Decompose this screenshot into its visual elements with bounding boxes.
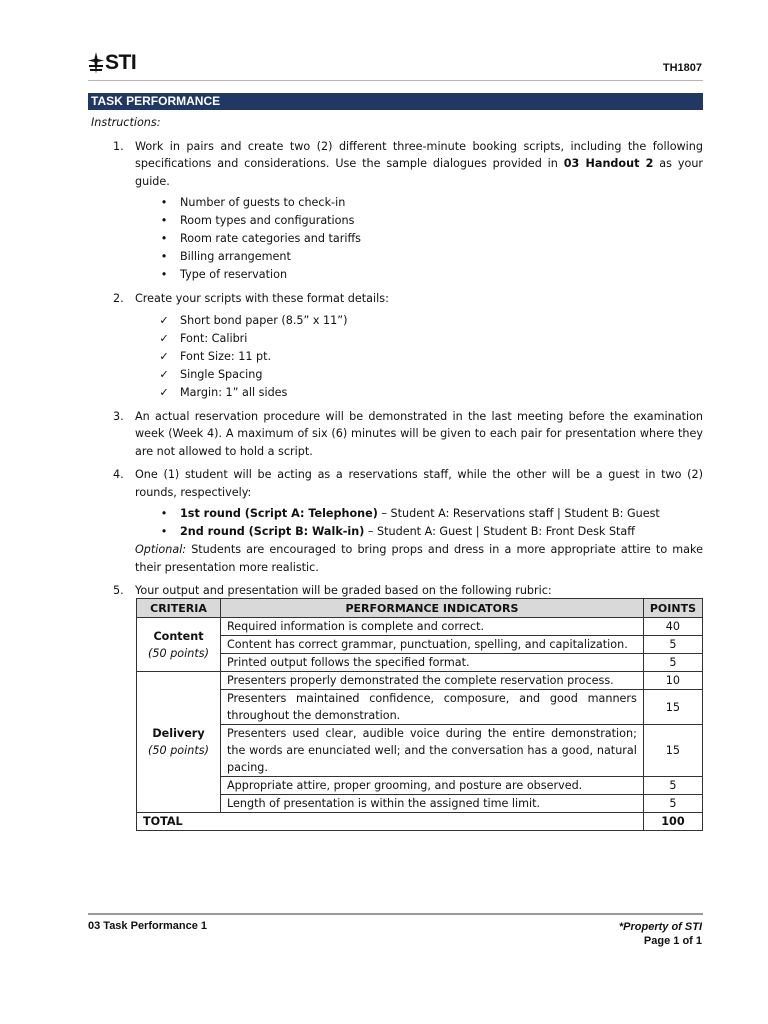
bullet-icon: •: [160, 268, 168, 281]
checkmark-icon: ✓: [159, 313, 169, 327]
points-cell: 5: [643, 654, 702, 672]
bullet-icon: •: [160, 196, 168, 209]
points-cell: 5: [643, 777, 702, 795]
item-text: One (1) student will be acting as a reservations staff, while the other will be a guest in two (2) rounds, respectively:: [135, 468, 703, 499]
instructions-content: [88, 114, 703, 600]
instructions-label: Instructions:: [91, 116, 161, 129]
total-label: TOTAL: [137, 813, 644, 831]
instruction-item-5: [88, 582, 703, 600]
footer-right: [619, 920, 702, 948]
bullet-icon: •: [160, 525, 168, 538]
checkmark-icon: ✓: [159, 331, 169, 345]
list-item: ✓ Margin: 1” all sides: [135, 384, 703, 402]
table-row: [137, 636, 703, 654]
table-row: [137, 672, 703, 690]
indicator-cell: Required information is complete and correct.: [221, 618, 644, 636]
table-row: [137, 795, 703, 813]
logo-text: STI: [105, 51, 137, 74]
list-item: • Room types and configurations: [135, 212, 703, 230]
rubric-table: [136, 598, 703, 831]
total-row: [137, 813, 703, 831]
bullet-icon: •: [160, 214, 168, 227]
instruction-item-1: [88, 138, 703, 285]
table-row: [137, 777, 703, 795]
table-row: [137, 690, 703, 725]
list-item: • 2nd round (Script B: Walk-in) – Student A: Guest | Student B: Front Desk Staff: [135, 523, 703, 541]
document-code: TH1807: [662, 62, 702, 74]
item-text: An actual reservation procedure will be demonstrated in the last meeting before the examination week (Week 4). A maximum of six (6) minutes will be given to each pair for presentation where they are not allowed to hold a script.: [135, 409, 703, 458]
checkmark-icon: ✓: [159, 367, 169, 381]
table-header-row: [137, 599, 703, 618]
format-check-list: [135, 312, 703, 402]
bullet-icon: •: [160, 250, 168, 263]
indicator-cell: Presenters properly demonstrated the complete reservation process.: [221, 672, 644, 690]
points-cell: 5: [643, 636, 702, 654]
instruction-item-4: [88, 466, 703, 576]
table-row: [137, 618, 703, 636]
indicator-cell: Printed output follows the specified format.: [221, 654, 644, 672]
indicator-cell: Content has correct grammar, punctuation, spelling, and capitalization.: [221, 636, 644, 654]
list-item: • Number of guests to check-in: [135, 194, 703, 212]
indicator-cell: Appropriate attire, proper grooming, and posture are observed.: [221, 777, 644, 795]
bullet-icon: •: [160, 507, 168, 520]
total-points: 100: [643, 813, 702, 831]
checkmark-icon: ✓: [159, 349, 169, 363]
footer-document-name: 03 Task Performance 1: [88, 920, 208, 932]
points-cell: 5: [643, 795, 702, 813]
criteria-delivery-cell: Delivery (50 points): [137, 672, 221, 813]
item-number: 1.: [113, 139, 124, 153]
spec-bullet-list: [135, 194, 703, 284]
list-item: • Billing arrangement: [135, 248, 703, 266]
points-cell: 15: [643, 690, 702, 725]
header-divider: [88, 80, 703, 81]
item-text: Your output and presentation will be graded based on the following rubric:: [135, 584, 552, 597]
property-notice: *Property of STI: [618, 921, 702, 933]
indicator-cell: Length of presentation is within the assigned time limit.: [221, 795, 644, 813]
criteria-content-cell: Content (50 points): [137, 618, 221, 672]
column-header-points: POINTS: [643, 599, 702, 618]
item-number: 4.: [113, 468, 124, 481]
sti-logo: [88, 50, 136, 76]
instruction-item-2: [88, 290, 703, 402]
checkmark-icon: ✓: [159, 385, 169, 399]
bullet-icon: •: [160, 232, 168, 245]
table-row: [137, 654, 703, 672]
indicator-cell: Presenters maintained confidence, composure, and good manners throughout the demonstration.: [221, 690, 644, 725]
item-text: Work in pairs and create two (2) different three-minute booking scripts, including the following specifications and considerations. Use the sample dialogues provided in 03 Handout 2 as your guide.: [135, 139, 704, 188]
item-number: 3.: [113, 409, 124, 423]
item-number: 2.: [113, 292, 124, 305]
sti-star-icon: [88, 52, 104, 74]
section-title-bar: TASK PERFORMANCE: [88, 93, 703, 110]
points-cell: 10: [643, 672, 702, 690]
list-item: • Room rate categories and tariffs: [135, 230, 703, 248]
footer-divider: [88, 913, 703, 915]
column-header-indicators: PERFORMANCE INDICATORS: [221, 599, 644, 618]
item-number: 5.: [113, 584, 124, 597]
page-number: Page 1 of 1: [643, 935, 702, 947]
list-item: ✓ Short bond paper (8.5” x 11”): [135, 312, 703, 330]
item-text: Create your scripts with these format details:: [135, 292, 389, 305]
column-header-criteria: CRITERIA: [137, 599, 221, 618]
list-item: ✓ Font: Calibri: [135, 330, 703, 348]
instruction-item-3: [88, 408, 703, 461]
list-item: ✓ Single Spacing: [135, 366, 703, 384]
list-item: • 1st round (Script A: Telephone) – Student A: Reservations staff | Student B: Guest: [135, 505, 703, 523]
table-row: [137, 725, 703, 777]
rounds-list: [135, 505, 703, 541]
indicator-cell: Presenters used clear, audible voice during the entire demonstration; the words are enunciated well; and the conversation has a good, natural pacing.: [221, 725, 644, 777]
list-item: ✓ Font Size: 11 pt.: [135, 348, 703, 366]
optional-note: Optional: Students are encouraged to bring props and dress in a more appropriate attire to make their presentation more realistic.: [135, 543, 703, 574]
list-item: • Type of reservation: [135, 266, 703, 284]
points-cell: 15: [643, 725, 702, 777]
points-cell: 40: [643, 618, 702, 636]
